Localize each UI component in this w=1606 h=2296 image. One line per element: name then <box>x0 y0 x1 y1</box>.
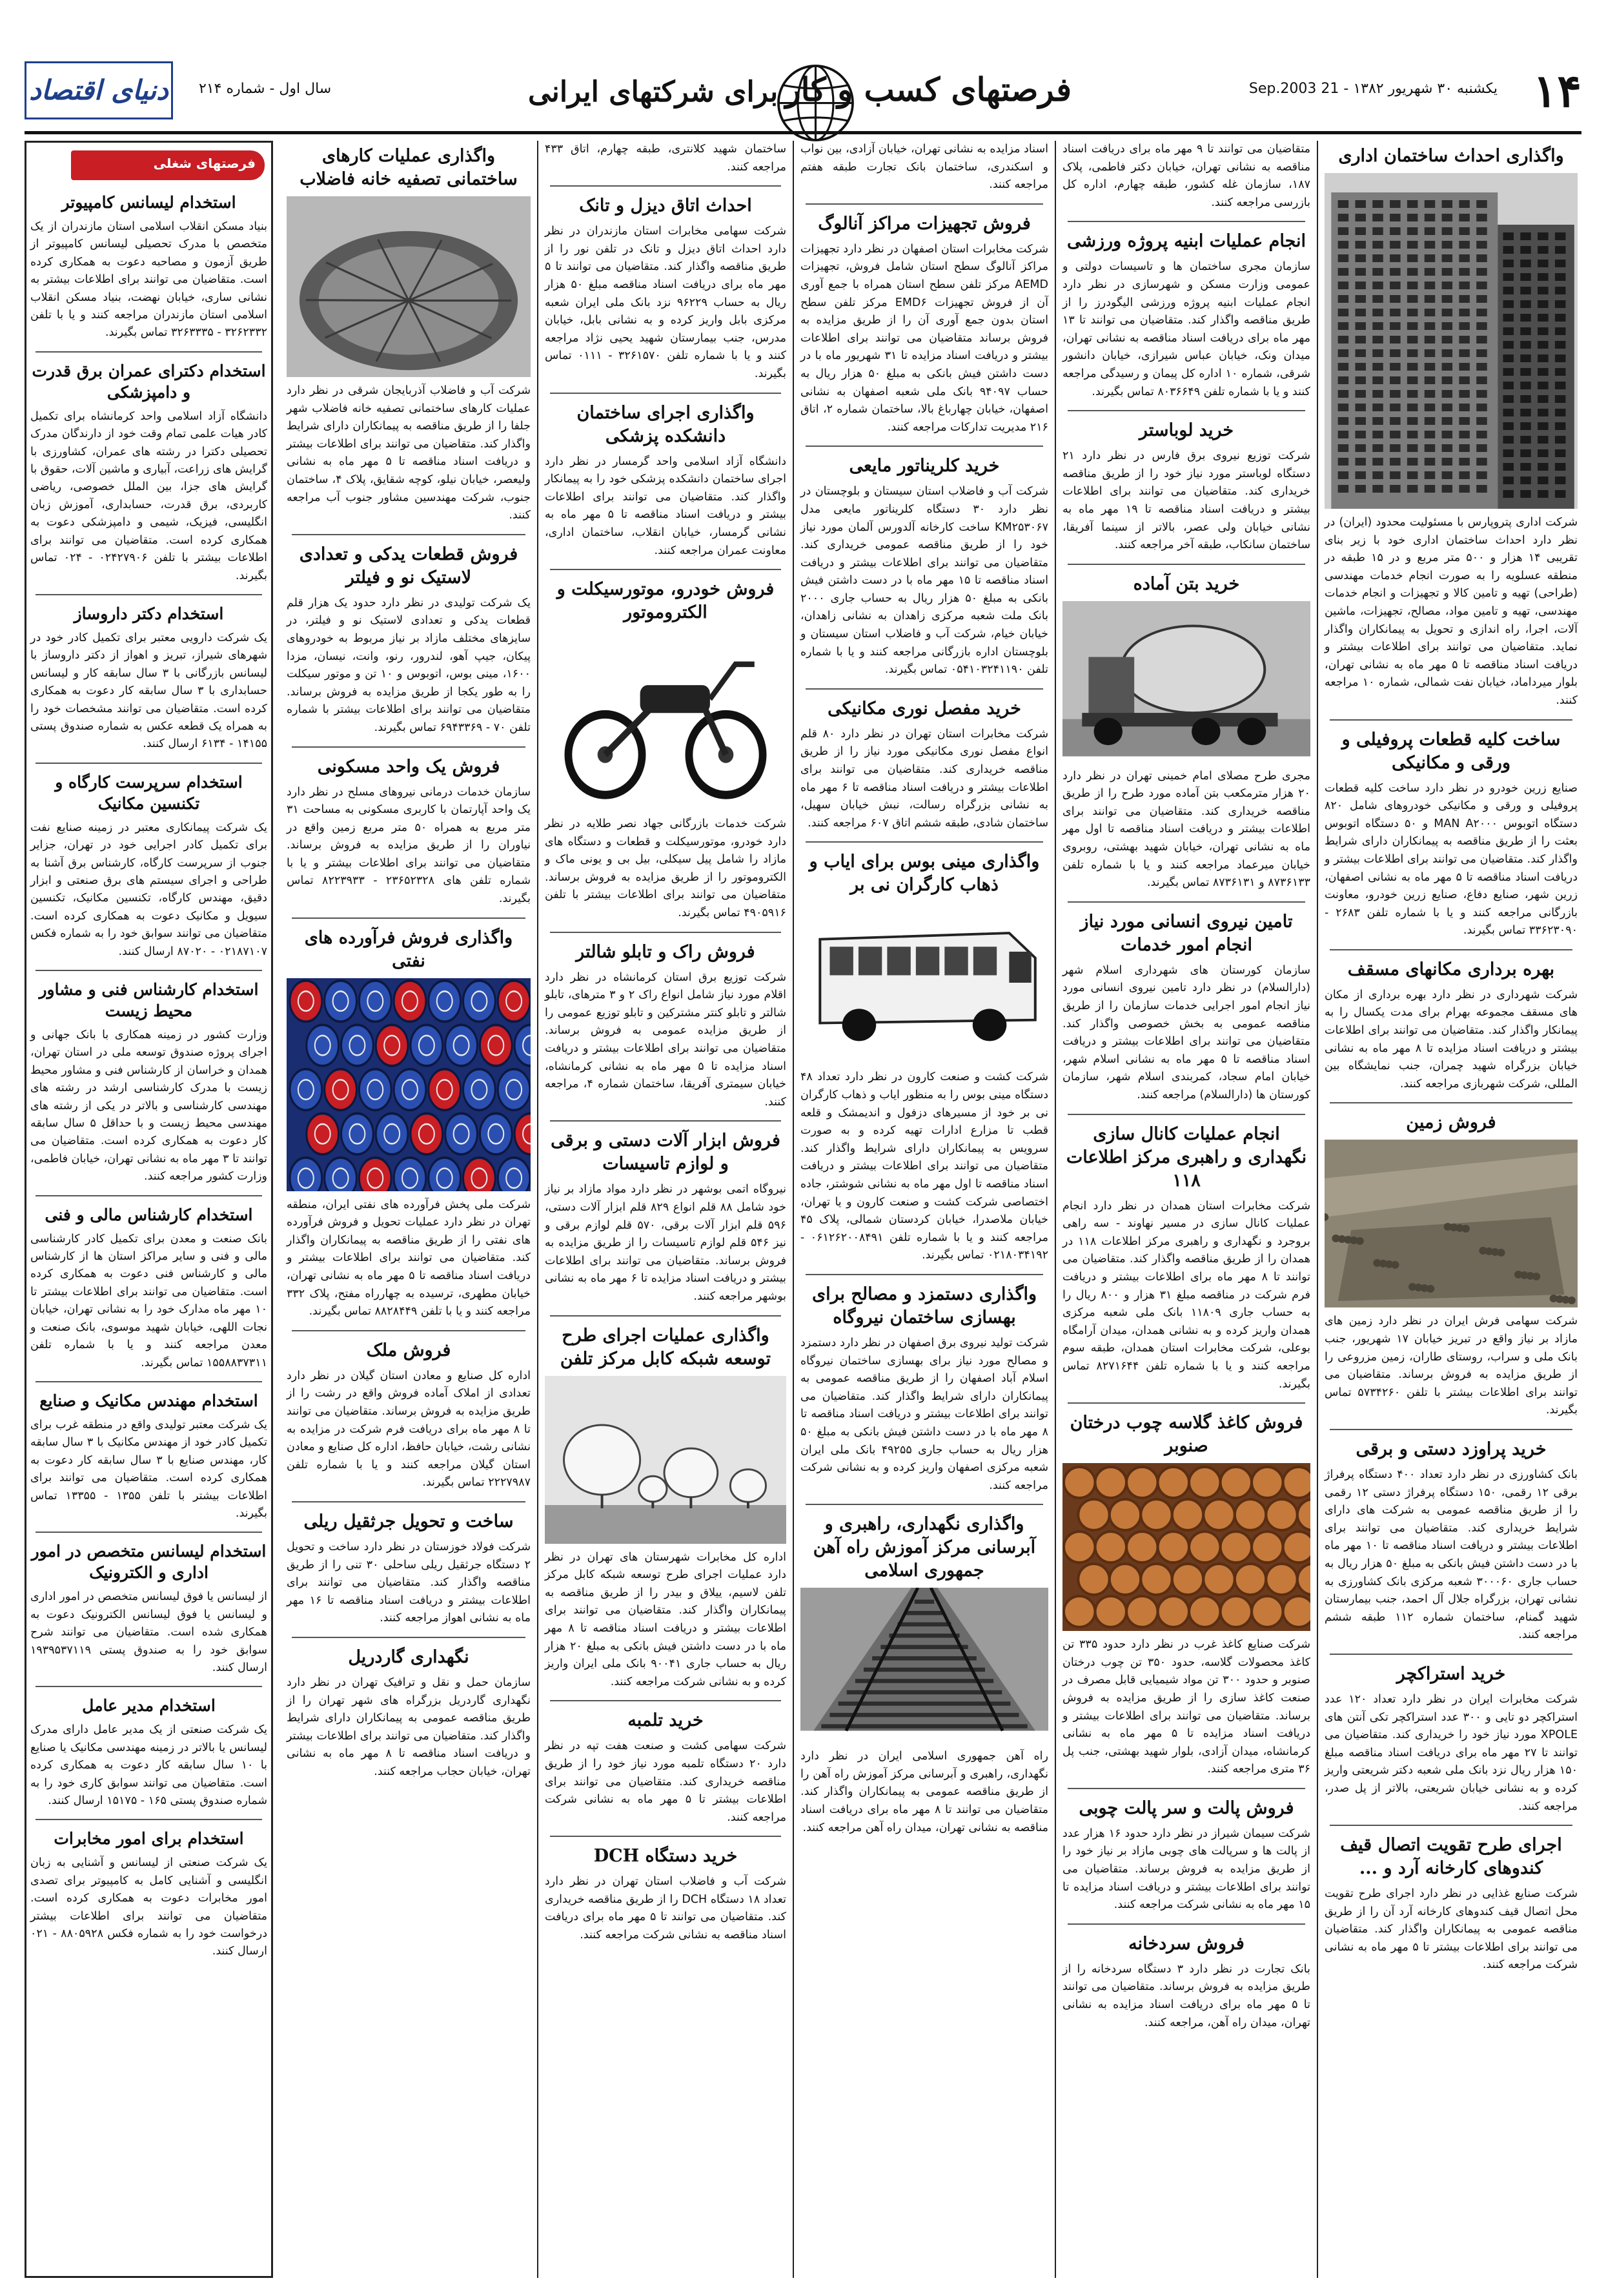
railway-photo <box>800 1588 1048 1743</box>
article <box>797 212 1052 437</box>
article-body: یک شرکت معتبر تولیدی واقع در منطقه غرب برای تکمیل کادر خود از مهندس مکانیک با ۳ سال سابقه کار، مهندس صنایع با ۳ سال سابقه کار دعوت به همکاری کرده است. متقاضیان می توانند برای اطلاعات بیشتر با تلفن ۱۳۵۵ - ۱۳۳۵۵ تماس بگیرند. <box>30 1418 267 1520</box>
article <box>26 1541 271 1677</box>
article-title: واگذاری دستمزد و مصالح برای بهسازی ساختمان نیروگاه <box>811 1284 1037 1327</box>
article-title: استخدام مهندس مکانیک و صنایع <box>39 1391 258 1410</box>
article-divider <box>292 1637 525 1638</box>
article-body: شرکت کشت و صنعت کارون در نظر دارد تعداد ۴۸ دستگاه مینی بوس را به منظور ایاب و ذهاب کارگران نی بر خود از مسیرهای دزفول و اندیمشک و قلعه قطب تا مزارع ادارات تهیه کرده و به صورت سرویس به پیمانکاران دارای شرایط واگذار کند. متقاضیان می توانند برای اطلاعات بیشتر و دریافت اسناد مناقصه تا اول مهر ماه به نشانی شوشتر، جاده اختصاصی شرکت کشت و صنعت کارون و یا تهران، خیابان ملاصدرا، خیابان کردستان شمالی، پلاک ۴۵ مراجعه کنند و یا با شماره تلفن ۰۶۱۲۶۲۰۰۸۴۹۱ - ۰۲۱۸۰۳۴۱۹۲ تماس بگیرند. <box>800 1071 1048 1262</box>
article-body: یک شرکت پیمانکاری معتبر در زمینه صنایع نفت برای تکمیل کادر اجرایی خود در تهران، جزایر جنوب از سرپرست کارگاه، کارشناس برق آشنا به طراحی و اجرای سیستم های برق صنعتی و ابزار دقیق، مهندس کارگاه، تکنسین مکانیک، تکنسین سیویل و مکانیک دعوت به همکاری کرده است. متقاضیان می توانند سوابق خود را به شماره فکس ۰۲۱۸۷۱۰۷ - ۸۷۰۲۰ ارسال کنند. <box>30 821 267 958</box>
article <box>797 1283 1052 1495</box>
article-divider <box>36 351 262 353</box>
article-divider <box>1330 1102 1572 1103</box>
article <box>1321 145 1581 710</box>
article-title: استخدام دکتر داروساز <box>74 604 224 623</box>
article-title: فروش زمین <box>1406 1112 1496 1133</box>
article-divider <box>806 841 1043 843</box>
article-divider <box>36 1532 262 1533</box>
article-body: ساختمان شهید کلانتری، طبقه چهارم، اتاق ۴۳۳ مراجعه کنند. <box>545 143 786 174</box>
page-header <box>25 61 1581 138</box>
article-divider <box>1068 564 1305 565</box>
oil-barrels-photo <box>287 978 531 1191</box>
article-body: وزارت کشور در زمینه همکاری با بانک جهانی و اجرای پروژه صندوق توسعه ملی در استان تهران، همدان و خراسان از کارشناس فنی و مشاور محیط زیست با مدرک کارشناسی ارشد در رشته های مهندسی کارشناسی و بالاتر در یکی از رشته های مهندسی محیط زیست و با حداقل ۵ سال سابقه کار دعوت به همکاری کرده است. متقاضیان می توانند تا ۳ مهر ماه به نشانی تهران، خیابان فاطمی، وزارت کشور مراجعه کنند. <box>30 1029 267 1184</box>
article-divider <box>292 746 525 748</box>
article <box>26 1390 271 1522</box>
article-title: فروش ابزار آلات دستی و برقی و لوازم تاسیسات <box>551 1131 780 1174</box>
article <box>541 941 790 1112</box>
office-building-photo <box>1325 173 1578 509</box>
article <box>1059 141 1314 212</box>
article-body: اسناد مزایده به نشانی تهران، خیابان آزادی، بین نواب و اسکندری، ساختمان بانک تجارت طبقه هفتم مراجعه کنند. <box>800 143 1048 192</box>
article-body: نیروگاه اتمی بوشهر در نظر دارد مواد مازاد بر نیاز خود شامل ۸۸ قلم انواع ۸۲۹ قلم ابزار آلات دستی، ۵۹۶ قلم ابزار آلات برقی، ۵۷۰ قلم لوازم برقی و نیز ۵۴۶ قلم لوازم تاسیسات را از طریق مزایده به فروش برساند. متقاضیان می توانند برای اطلاعات بیشتر و دریافت اسناد مزایده تا ۶ مهر ماه به نشانی بوشهر مراجعه کنند. <box>545 1183 786 1303</box>
article <box>283 145 534 525</box>
article-title: احداث اتاق دیزل و تانک <box>579 196 752 216</box>
article-title: واگذاری عملیات اجرای طرح توسعه شبکه کابل مرکز تلفن <box>560 1325 771 1369</box>
article-body: شرکت ملی پخش فرآورده های نفتی ایران، منطقه تهران در نظر دارد عملیات تحویل و فروش فرآورده های نفتی را از طریق مناقصه به پیمانکاران واگذار کند. متقاضیان می توانند برای اطلاعات بیشتر و دریافت اسناد مناقصه تا ۵ مهر ماه به نشانی تهران، خیابان مطهری، ترسیده به چهارراه مفتح، پلاک ۳۳۲ مراجعه کنند و یا با تلفن ۸۸۲۸۴۴۹ تماس بگیرند. <box>287 1198 531 1318</box>
article <box>283 1339 534 1492</box>
article-body: یک شرکت تولیدی در نظر دارد حدود یک هزار قلم قطعات یدکی و تعدادی لاستیک نو و فیلتر، در سایزهای مختلف مازاد بر نیاز مربوط به خودروهای پیکان، جیپ آهو، لندرور، رنو، وانت، نیسان، مزدا ۱۶۰۰، مینی بوس، اتوبوس و ۱۰ تن و موتور سیکلت را به طور یکجا از طریق مزایده به فروش برساند. متقاضیان می توانند برای اطلاعات بیشتر با شماره تلفن ۷۰ - ۶۹۴۳۳۶۹ تماس بگیرند. <box>287 596 531 734</box>
article <box>1059 230 1314 401</box>
article-title: خرید استراکچر <box>1396 1663 1506 1684</box>
article <box>283 755 534 908</box>
minibus-photo <box>800 902 1048 1063</box>
article-divider <box>36 1381 262 1382</box>
article-divider <box>36 594 262 595</box>
article <box>797 1513 1052 1837</box>
article <box>1059 910 1314 1105</box>
jobs-tag-label: فرصتهای شغلی <box>153 156 256 171</box>
article-divider <box>806 203 1043 205</box>
column-divider <box>537 141 538 2278</box>
article-divider <box>36 763 262 764</box>
article-body: یک شرکت دارویی معتبر برای تکمیل کادر خود در شهرهای شیراز، تبریز و اهواز از دکتر داروساز با لیسانس بازرگانی با ۳ سال سابقه کار و لیسانس حسابداری با ۳ سال سابقه کار دعوت به همکاری کرده است. متقاضیان می توانند مشخصات خود را به همراه یک قطعه عکس به شماره صندوق پستی ۱۴۱۵۵ - ۶۱۳۴ ارسال کنند. <box>30 631 267 751</box>
article-divider <box>806 1274 1043 1275</box>
article-body: شرکت سهامی فرش ایران در نظر دارد زمین های مازاد بر نیاز واقع در تبریز خیابان ۱۷ شهریور، جنب بانک ملی و سراب، روستای طاران، زمین مزروعی را از طریق مزایده به فروش برساند. متقاضیان می توانند برای اطلاعات بیشتر با تلفن ۵۷۳۴۲۶۰ تماس بگیرند. <box>1325 1315 1578 1417</box>
date-line: یکشنبه ۳۰ شهریور ۱۳۸۲ - 21 Sep.2003 <box>1248 81 1498 97</box>
issue-line: سال اول - شماره ۲۱۴ <box>199 81 332 97</box>
article-divider <box>36 970 262 971</box>
column-divider <box>793 141 794 2278</box>
article-title: فروش سردخانه <box>1128 1933 1245 1954</box>
article-body: از لیسانس یا فوق لیسانس متخصص در امور اداری و لیسانس یا فوق لیسانس الکترونیک دعوت به همکاری شده است. متقاضیان می توانند شرح سوابق خود را به صندوق پستی ۱۹۳۹۵۳۷۱۱۹ ارسال کنند. <box>30 1590 267 1674</box>
newspaper-logo: دنیای اقتصاد <box>25 61 173 119</box>
article-title: استخدام مدیر عامل <box>82 1696 216 1716</box>
land-aerial-photo <box>1325 1140 1578 1307</box>
article-title: نگهداری گاردریل <box>348 1646 469 1667</box>
article-body: مجری طرح مصلای امام خمینی تهران در نظر دارد ۲۰ هزار مترمکعب بتن آماده مورد طرح را از طریق مناقصه خریداری کند. متقاضیان می توانند برای اطلاعات بیشتر و دریافت اسناد مناقصه تا اول مهر ماه به نشانی تهران، خیابان شهید بهشتی، روبروی خیابان میرعماد مراجعه کنند و یا با شماره تلفن ۸۷۳۶۱۳۳ و ۸۷۳۶۱۳۱ تماس بگیرند. <box>1062 769 1310 890</box>
column-3 <box>797 141 1052 2278</box>
article <box>1321 1111 1581 1420</box>
article-title: خرید بتن آماده <box>1133 573 1240 594</box>
article-title: استخدام کارشناس مالی و فنی <box>45 1205 253 1224</box>
article-title: خرید مفصل نوری مکانیکی <box>828 698 1021 719</box>
article-title: استخدام دکترای عمران برق قدرت و دامپزشکی <box>32 361 266 402</box>
article-divider <box>550 569 781 570</box>
article-body: یک شرکت صنعتی از یک مدیر عامل دارای مدرک لیسانس یا بالاتر در زمینه مهندسی مکانیک یا صنایع با ۱۰ سال سابقه کار دعوت به همکاری کرده است. متقاضیان می توانند سوابق کاری خود را به شماره صندوق پستی ۱۶۵ - ۱۵۱۷۵ ارسال کنند. <box>30 1723 267 1807</box>
header-rule <box>25 131 1581 134</box>
article-divider <box>1068 901 1305 903</box>
article-divider <box>1330 1825 1572 1826</box>
article-body: اداره کل مخابرات شهرستان های تهران در نظر دارد عملیات اجرای طرح توسعه شبکه کابل مرکز تلفن لاسیم، ییلاق و بیدر را از طریق مناقصه به پیمانکاران واگذار کند. متقاضیان می توانند برای اطلاعات بیشتر و دریافت اسناد مناقصه تا ۸ مهر ماه با در دست داشتن فیش بانکی به مبلغ ۲۰ هزار ریال به حساب جاری ۹۰۰۴۱ بانک ملی ایران واریز کرده و به نشانی شرکت مراجعه کنند. <box>545 1550 786 1688</box>
article-divider <box>550 1700 781 1701</box>
article-title: خرید لوباستر <box>1139 420 1234 441</box>
column-5 <box>283 141 534 2278</box>
article-body: دانشگاه آزاد اسلامی واحد کرمانشاه برای تکمیل کادر هیات علمی تمام وقت خود از دارندگان مدرک تحصیلی دکترا در رشته های عمران، کشاورزی با گرایش های زراعت، آبیاری و ماشین آلات، حقوق با گرایش های جزا، بین الملل خصوصی، ریاضی کاربردی، برق قدرت، حسابداری، آموزش زبان انگلیسی، فیزیک، شیمی و دامپزشکی دعوت به همکاری کرده است. متقاضیان می توانند برای اطلاعات بیشتر با تلفن ۰۲۴۲۷۹۰۶ - ۰۲۴ تماس بگیرند. <box>30 409 267 582</box>
article-body: اداره کل صنایع و معادن استان گیلان در نظر دارد تعدادی از املاک آماده فروش واقع در رشت را از طریق مزایده به فروش برساند. متقاضیان می توانند تا ۸ مهر ماه برای دریافت فرم شرکت در مزایده به نشانی رشت، خیابان حافظ، اداره کل صنایع و معادن استان گیلان مراجعه کنند و یا با شماره تلفن ۲۲۲۷۹۸۷ تماس بگیرند. <box>287 1369 531 1490</box>
article-title: استخدام کارشناس فنی و مشاور محیط زیست <box>39 980 259 1020</box>
article-body: شرکت سهامی مخابرات استان مازندران در نظر دارد احداث اتاق دیزل و تانک در تلفن نور را از طریق مناقصه واگذار کند. متقاضیان می توانند تا ۵ مهر ماه برای دریافت اسناد مناقصه مبلغ ۵۰ هزار ریال به حساب ۹۶۲۲۹ نزد بانک ملی ایران شعبه مرکزی بابل واریز کرده و به نشانی بابل، خیابان مدرس، جنب بیمارستان شهید یحیی نژاد مراجعه کنند و یا با شماره تلفن ۳۲۶۱۵۷۰ - ۰۱۱۱ تماس بگیرند. <box>545 225 786 380</box>
jobs-section-tag <box>33 148 265 188</box>
wastewater-plant-photo <box>287 196 531 377</box>
article-divider <box>550 1836 781 1837</box>
article-title: خرید تلمبه <box>627 1710 704 1731</box>
article-divider <box>36 1686 262 1687</box>
article <box>26 603 271 753</box>
column-6 <box>26 192 271 1961</box>
article-divider <box>36 1195 262 1196</box>
article-body: یک شرکت صنعتی از لیسانس و آشنایی به زبان انگلیسی و آشنایی کامل به کامپیوتر برای تصدی امور مخابرات دعوت به همکاری کرده است. متقاضیان می توانند برای اطلاعات بیشتر درخواست خود را به شماره فکس ۸۸۰۵۹۲۸ - ۰۲۱ ارسال کنند. <box>30 1856 267 1958</box>
article-body: شرکت توزیع نیروی برق فارس در نظر دارد ۲۱ دستگاه لوباستر مورد نیاز خود را از طریق مناقصه خریداری کند. متقاضیان می توانند برای اطلاعات بیشتر و دریافت اسناد مناقصه تا ۱۹ مهر ماه به نشانی خیابان ولی عصر، بالاتر از سینما آفریقا، ساختمان سانکاب، طبقه آخر مراجعه کنند. <box>1062 449 1310 552</box>
motorcycle-photo <box>545 630 786 810</box>
article-body: شرکت اداری پتروپارس با مسئولیت محدود (ایران) در نظر دارد احداث ساختمان اداری خود با زیر بنای تقریبی ۱۴ هزار و ۵۰۰ متر مربع و در ۱۵ طبقه در منطقه عسلویه را به صورت انجام خدمات مهندسی (طراحی) تهیه و تامین کالا و تجهیزات و انجام خدمات مهندسی، تهیه و تامین مواد، مصالح، تجهیزات، ماشین آلات، اجرا، راه اندازی و تحویل به پیمانکاران واگذار نماید. متقاضیان می توانند برای اطلاعات بیشتر و دریافت اسناد مناقصه تا ۵ مهر ماه به نشانی تهران، بلوار میرداماد، خیابان نفت شمالی، شماره ۱۰ مراجعه کنند. <box>1325 516 1578 707</box>
article <box>26 1204 271 1372</box>
article-title: اجرای طرح تقویت اتصال قیف کندوهای کارخانه آرد و ... <box>1340 1835 1562 1879</box>
article <box>797 697 1052 833</box>
article <box>541 402 790 560</box>
article-divider <box>292 1330 525 1331</box>
article <box>1321 1834 1581 1974</box>
article <box>1059 1411 1314 1779</box>
article-divider <box>806 446 1043 447</box>
article-divider <box>550 185 781 187</box>
column-divider <box>1317 141 1318 2278</box>
article-title: فروش خودرو، موتورسیکلت و الکتروموتور <box>556 579 775 623</box>
article <box>541 578 790 923</box>
article-title: فروش تجهیزات مراکز آنالوگ <box>818 213 1031 234</box>
column-2 <box>1059 141 1314 2278</box>
jobs-sidebar <box>25 141 273 2278</box>
column-divider <box>1055 141 1056 2278</box>
article-divider <box>1330 1654 1572 1655</box>
article <box>283 543 534 737</box>
article-body: شرکت فولاد خوزستان در نظر دارد ساخت و تحویل ۲ دستگاه جرثقیل ریلی ساحلی ۳۰ تنی را از طریق مناقصه واگذار کند. متقاضیان می توانند برای اطلاعات بیشتر و دریافت اسناد مناقصه تا ۱۶ مهر ماه به نشانی اهواز مراجعه کنند. <box>287 1540 531 1625</box>
article-body: سازمان خدمات درمانی نیروهای مسلح در نظر دارد یک واحد آپارتمان با کاربری مسکونی به مساحت ۳۱ متر مربع به همراه ۵۰ متر مربع زمین واقع در نیاوران را از طریق مزایده به فروش برساند. متقاضیان می توانند برای اطلاعات بیشتر و یا با شماره تلفن های ۲۳۶۵۲۳۲۸ - ۸۲۲۳۹۳۳ تماس بگیرند. <box>287 785 531 906</box>
article-title: استخدام لیسانس کامپیوتر <box>61 193 236 212</box>
article-body: شرکت آب و فاضلاب آذربایجان شرقی در نظر دارد عملیات کارهای ساختمانی تصفیه خانه فاضلاب شهر جلفا را از طریق مناقصه به پیمانکاران دارای شرایط واگذار کند. متقاضیان می توانند برای اطلاعات بیشتر و دریافت اسناد مناقصه تا ۵ مهر ماه به نشانی ولیعصر، خیابان نیلو، کوچه شقایق، پلاک ۴، ساختمان جنوب، شرکت مهندسین مشاور جنوب آب مراجعه کنند. <box>287 384 531 522</box>
article <box>26 360 271 585</box>
article-body: شرکت توزیع برق استان کرمانشاه در نظر دارد اقلام مورد نیاز شامل انواع راک ۲ و ۳ مترهای، تابلو شالتر و تابلو کنتر مشترکین و تابلو توزیع عمومی را از طریق مزایده عمومی به فروش برساند. متقاضیان می توانند برای اطلاعات بیشتر و دریافت اسناد مزایده تا ۵ مهر ماه به نشانی کرمانشاه، خیابان سیمتری آفریقا، ساختمان شماره ۴، مراجعه کنند. <box>545 970 786 1109</box>
article-body: شرکت صنایع غذایی در نظر دارد اجرای طرح تقویت محل اتصال قیف کندوهای کارخانه آرد آن را از طریق مناقصه عمومی به پیمانکاران واگذار کند. متقاضیان می توانند برای اطلاعات بیشتر تا ۵ مهر ماه به نشانی شرکت مراجعه کنند. <box>1325 1887 1578 1972</box>
article <box>283 927 534 1321</box>
article-title: واگذاری اجرای ساختمان دانشکده پزشکی <box>576 402 755 446</box>
column-4 <box>541 141 790 2278</box>
article-title: واگذاری فروش فرآورده های نفتی <box>304 927 513 971</box>
article <box>26 192 271 342</box>
article-body: صنایع زرین خودرو در نظر دارد ساخت کلیه قطعات پروفیلی و ورقی و مکانیکی خودروهای شامل ۸۲۰ دستگاه اتوبوس MAN A۲۰۰۰ و ۵۰ دستگاه اتوبوس بعثت را از طریق مناقصه به پیمانکاران دارای شرایط واگذار کند. متقاضیان می توانند برای اطلاعات بیشتر و دریافت اسناد مناقصه تا ۵ مهر ماه به نشانی اصفهان، زرین شهر، صنایع دفاع، صنایع زرین خودرو، معاونت بازرگانی مراجعه کنند و یا با شماره تلفن ۲۶۸۳ - ۳۳۶۲۳۰۹۰ تماس بگیرند. <box>1325 781 1578 938</box>
article-body: شرکت مخابرات استان اصفهان در نظر دارد تجهیزات مراکز آنالوگ سطح استان شامل فروش، تجهیزات AEMD مرکز تلفن سطح استان همراه با جمع آوری آن از فروش تجهیزات EMD۶ مرکز تلفن سطح استان بدون جمع آوری آن را از طریق مزایده به فروش برساند متقاضیان می توانند برای اطلاعات بیشتر و دریافت اسناد مزایده تا ۳۱ شهریور ماه با در دست داشتن فیش بانکی به مبلغ ۵۰ هزار ریال به حساب ۹۴۰۹۷ بانک ملی شعبه اصفهان به نشانی اصفهان، خیابان چهارباغ بالا، ساختمان شماره ۲، اتاق ۲۱۶ مدیریت تدارکات مراجعه کنند. <box>800 242 1048 434</box>
article-divider <box>550 1315 781 1317</box>
article-body: بانک کشاورزی در نظر دارد تعداد ۴۰۰ دستگاه پرفراژ برقی ۱۲ رقمی، ۱۵۰ دستگاه پرفراژ دستی ۱۲ رقمی را از طریق مناقصه عمومی به شرکت های دارای شرایط خریداری کند. متقاضیان می توانند برای اطلاعات بیشتر و دریافت اسناد مناقصه تا ۱۰ مهر ماه با در دست داشتن فیش بانکی به مبلغ ۵۰ هزار ریال به حساب جاری ۳۰۰۰۶۰ شعبه مرکزی بانک کشاورزی به نشانی تهران، بزرگراه جلال آل احمد، جنب بیمارستان شهید گمنام، ساختمان شماره ۱۱۲ طبقه ششم مراجعه کنند. <box>1325 1468 1578 1642</box>
article-divider <box>550 1120 781 1122</box>
article <box>283 1646 534 1781</box>
article-divider <box>292 1501 525 1502</box>
article-title: تامین نیروی انسانی مورد نیاز انجام امور خدمات <box>1080 911 1293 955</box>
article <box>541 1324 790 1692</box>
article-body: شرکت صنایع کاغذ غرب در نظر دارد حدود ۳۳۵ تن کاغذ محصولات گلاسه، حدود ۳۵۰ تن چوب درختان صنوبر و حدود ۳۰۰ تن مواد شیمیایی قابل مصرف در صنعت کاغذ سازی را از طریق مزایده به فروش برساند. متقاضیان می توانند برای اطلاعات بیشتر و دریافت اسناد مزایده تا ۵ مهر ماه به نشانی کرمانشاه، میدان آزادی، بلوار شهید بهشتی، جنب پل ۳۶ متری مراجعه کنند. <box>1062 1638 1310 1776</box>
article <box>1321 1663 1581 1816</box>
article-body: شرکت شهرداری در نظر دارد بهره برداری از مکان های مسقف مجموعه بهرام برای مدت یکسال را به پیمانکار واگذار کند. متقاضیان می توانند برای اطلاعات بیشتر و دریافت اسناد مزایده تا ۸ مهر ماه به نشانی خیابان بزرگراه شهید چمران، جنب نمایشگاه بین المللی، شرکت شهربازی مراجعه کنند. <box>1325 988 1578 1091</box>
article-divider <box>1068 1114 1305 1115</box>
article-divider <box>550 393 781 394</box>
article-title: واگذاری مینی بوس برای ایاب و ذهاب کارگران نی بر <box>809 852 1040 896</box>
article-body: شرکت مخابرات استان همدان در نظر دارد انجام عملیات کانال سازی در مسیر نهاوند - سه راهی بروجرد و نگهداری و راهبری مرکز اطلاعات ۱۱۸ در همدان را از طریق مناقصه واگذار کند. متقاضیان می توانند تا ۸ مهر ماه برای اطلاعات بیشتر و دریافت فرم شرکت در مناقصه مبلغ ۳۱ هزار و ۸۰۰ ریال را به حساب جاری ۱۱۸۰۹ بانک ملی شعبه مرکزی همدان واریز کرده و به نشانی همدان، میدان آرامگاه بوعلی، شرکت مخابرات استان همدان، طبقه سوم مراجعه کنند و یا با شماره تلفن ۸۲۷۱۶۴۴ تماس بگیرند. <box>1062 1199 1310 1391</box>
article-title: خرید دستگاه DCH <box>593 1846 738 1867</box>
article <box>1059 573 1314 892</box>
satellite-dish-photo <box>545 1376 786 1544</box>
article-body: شرکت خدمات بازرگانی جهاد نصر طلایه در نظر دارد خودرو، موتورسیکلت و قطعات و دستگاه های مازاد را شامل پیل سیکلی، بیل بی و یونی ماک و الکتروموتور را از طریق مزایده به فروش برساند. متقاضیان می توانند برای اطلاعات بیشتر با تلفن ۴۹۰۵۹۱۶ تماس بگیرند. <box>545 817 786 920</box>
article-title: واگذاری نگهداری، راهبری و آبرسانی مرکز آموزش راه آهن جمهوری اسلامی <box>813 1514 1036 1581</box>
article-title: فروش قطعات یدکی و تعدادی لاستیک نو و فیلتر <box>299 544 518 588</box>
article-body: بنیاد مسکن انقلاب اسلامی استان مازندران از یک متخصص با مدرک تحصیلی لیسانس کامپیوتر از طریق آزمون و مصاحبه دعوت به همکاری کرده است. متقاضیان می توانند برای اطلاعات بیشتر به نشانی ساری، خیابان نهضت، بنیاد مسکن انقلاب اسلامی استان مازندران مراجعه کنند و یا با تلفن ۳۲۶۲۳۳۲ - ۳۲۶۳۳۳۵ تماس بگیرند. <box>30 220 267 340</box>
article-title: فروش راک و تابلو شالتر <box>576 941 755 962</box>
article <box>541 194 790 383</box>
article-title: خرید پراوزد دستی و برقی <box>1356 1439 1547 1459</box>
article <box>797 455 1052 679</box>
article-body: سازمان مجری ساختمان ها و تاسیسات دولتی و عمومی وزارت مسکن و شهرسازی در نظر دارد انجام عملیات ابنیه پروژه ورزشی الیگودرز را از طریق مناقصه واگذار کند. متقاضیان می توانند تا ۱۳ مهر ماه برای دریافت اسناد مناقصه به نشانی تهران، میدان ونک، خیابان عباس شیرازی، خیابان دانشور شرقی، شماره ۱۰ اداره کل پیمان و رسیدگی مراجعه کنند و یا با شماره تلفن ۸۰۳۶۶۴۹ تماس بگیرند. <box>1062 260 1310 398</box>
article-divider <box>1068 221 1305 222</box>
section-subtitle: برای شرکتهای ایرانی <box>528 76 778 108</box>
article-divider <box>806 688 1043 690</box>
article-body: سازمان کورستان های شهرداری اسلام شهر (دارالسلام) در نظر دارد تامین نیروی انسانی مورد نیاز انجام امور اجرایی خدمات سازمان را از طریق مناقصه عمومی به بخش خصوصی واگذار کند. متقاضیان می توانند برای اطلاعات بیشتر و دریافت اسناد مناقصه تا ۵ مهر ماه به نشانی اسلام شهر، خیابان امام سجاد، کمربندی اسلام شهر، سازمان کورستان ها (دارالسلام) مراجعه کنند. <box>1062 963 1310 1102</box>
article <box>1059 1797 1314 1914</box>
article <box>1321 728 1581 940</box>
article <box>541 141 790 176</box>
article-body: متقاضیان می توانند تا ۹ مهر ماه برای دریافت اسناد مناقصه به نشانی تهران، خیابان دکتر فاطمی، پلاک ۱۸۷، سازمان غله کشور، طبقه چهارم، اداره کل بازرسی مراجعه کنند. <box>1062 143 1310 209</box>
article-body: شرکت تولید نیروی برق اصفهان در نظر دارد دستمزد و مصالح مورد نیاز برای بهسازی ساختمان نیروگاه اسلام آباد اصفهان را از طریق مناقصه عمومی به پیمانکاران دارای شرایط واگذار کند. متقاضیان می توانند برای اطلاعات بیشتر و دریافت اسناد مناقصه تا ۸ مهر ماه با در دست داشتن فیش بانکی به مبلغ ۵۰ هزار ریال به حساب جاری ۴۹۲۵۵ بانک ملی ایران شعبه مرکزی اصفهان واریز کرده و به نشانی شرکت مراجعه کنند. <box>800 1336 1049 1492</box>
article-divider <box>1330 719 1572 721</box>
article <box>797 141 1052 194</box>
article-body: شرکت آب و فاضلاب استان تهران در نظر دارد تعداد ۱۸ دستگاه DCH را از طریق مناقصه خریداری کند. متقاضیان می توانند تا ۵ مهر ماه برای دریافت اسناد مناقصه به نشانی شرکت مراجعه کنند. <box>545 1875 786 1942</box>
article <box>1059 1123 1314 1394</box>
page-number: ۱۴ <box>1532 64 1581 118</box>
article-body: راه آهن جمهوری اسلامی ایران در نظر دارد نگهداری، راهبری و آبرسانی مرکز آموزش راه آهن را از طریق مناقصه عمومی به پیمانکاران واگذار کند. متقاضیان می توانند تا ۸ مهر ماه برای دریافت اسناد مناقصه به نشانی تهران، میدان راه آهن مراجعه کنند. <box>800 1750 1048 1834</box>
article-divider <box>806 1504 1043 1505</box>
article <box>797 850 1052 1265</box>
article <box>1059 1932 1314 2032</box>
article-body: بانک صنعت و معدن برای تکمیل کادر کارشناسی مالی و فنی و سایر مراکز استان ها از کارشناس مالی و کارشناس فنی دعوت به همکاری کرده است. متقاضیان می توانند برای اطلاعات بیشتر تا ۱۰ مهر ماه مدارک خود را به نشانی تهران، خیابان نجات اللهی، خیابان شهید موسوی، بانک صنعت و معدن مراجعه کنند و یا با شماره تلفن ۱۵۵۸۸۳۷۳۱۱ تماس بگیرند. <box>30 1232 267 1369</box>
article-body: شرکت آب و فاضلاب استان سیستان و بلوچستان در نظر دارد ۳۰ دستگاه کلریناتور مایعی مدل KM۲۵۳۰۶۷ ساخت کارخانه آلدورس آلمان مورد نیاز خود را از طریق مناقصه عمومی خریداری کند. متقاضیان می توانند برای اطلاعات بیشتر و دریافت اسناد مناقصه تا ۱۵ مهر ماه با در دست داشتن فیش بانکی به مبلغ ۵۰ هزار ریال به حساب جاری ۲۰۰۰ بانک ملت شعبه مرکزی زاهدان به نشانی زاهدان، خیابان خیام، شرکت آب و فاضلاب استان سیستان و بلوچستان اداره بازرگانی مراجعه کنند و یا با شماره تلفن ۰۵۴۱۰۳۲۴۱۱۹۰ تماس بگیرند. <box>800 485 1049 677</box>
article-body: شرکت سیمان شیراز در نظر دارد حدود ۱۶ هزار عدد از پالت ها و سرپالت های چوبی مازاد بر نیاز خود را از طریق مزایده به فروش برساند. متقاضیان می توانند برای اطلاعات بیشتر و دریافت اسناد مزایده تا ۱۵ مهر ماه به نشانی شرکت مراجعه کنند. <box>1062 1827 1310 1912</box>
concrete-mixer-photo <box>1062 601 1310 763</box>
article-title: خرید کلریناتور مایعی <box>849 456 1000 477</box>
article <box>541 1845 790 1944</box>
article-divider <box>292 534 525 535</box>
article-divider <box>292 917 525 919</box>
article <box>283 1510 534 1628</box>
article <box>1321 1438 1581 1645</box>
article-body: بانک تجارت در نظر دارد ۳ دستگاه سردخانه را از طریق مزایده به فروش برساند. متقاضیان می توانند تا ۵ مهر ماه برای دریافت اسناد مزایده به نشانی تهران، میدان راه آهن، مراجعه کنند. <box>1062 1962 1311 2029</box>
article-body: سازمان حمل و نقل و ترافیک تهران در نظر دارد نگهداری گاردریل بزرگراه های شهر تهران را از طریق مناقصه عمومی به پیمانکاران دارای شرایط واگذار کند. متقاضیان می توانند برای اطلاعات بیشتر و دریافت اسناد مناقصه تا ۸ مهر ماه به نشانی تهران، خیابان حجاب مراجعه کنند. <box>287 1676 531 1778</box>
article-body: شرکت سهامی کشت و صنعت هفت تپه در نظر دارد ۲۰ دستگاه تلمبه مورد نیاز خود را از طریق مناقصه خریداری کند. متقاضیان می توانند برای اطلاعات بیشتر تا ۵ مهر ماه به نشانی شرکت مراجعه کنند. <box>545 1739 786 1824</box>
article-divider <box>1068 1923 1305 1925</box>
article-title: استخدام سرپرست کارگاه و تکنسین مکانیک <box>55 772 243 813</box>
article-title: بهره برداری مکانهای مسقف <box>1347 959 1555 979</box>
article-divider <box>1068 410 1305 411</box>
article-body: شرکت مخابرات ایران در نظر دارد تعداد ۱۲۰ عدد استراکچر دو تایی و ۳۰۰ عدد استراکچر تکی آنتن های XPOLE مورد نیاز خود را خریداری کند. متقاضیان می توانند تا ۲۷ مهر ماه برای دریافت اسناد مناقصه مبلغ ۱۵۰ هزار ریال نزد بانک ملی شعبه دکتر شریعتی واریز کرده و به نشانی خیابان شریعتی، بالاتر از پل صدر، مراجعه کنند. <box>1325 1692 1578 1813</box>
article-body: شرکت مخابرات استان تهران در نظر دارد ۸۰ قلم انواع مفصل نوری مکانیکی مورد نیاز را از طریق مناقصه خریداری کند. متقاضیان می توانند برای اطلاعات بیشتر و دریافت اسناد مناقصه تا ۶ مهر ماه به نشانی بزرگراه رسالت، نبش خیابان سهیل، ساختمان شادی، طبقه ششم اتاق ۶۰۷ مراجعه کنند. <box>800 727 1048 830</box>
article-title: فروش کاغذ گلاسه چوب درختان صنوبر <box>1070 1413 1303 1457</box>
article-body: دانشگاه آزاد اسلامی واحد گرمسار در نظر دارد اجرای ساختمان دانشکده پزشکی خود را به پیمانکار واگذار کند. متقاضیان می توانند برای اطلاعات بیشتر و دریافت اسناد مناقصه تا ۵ مهر ماه به نشانی گرمسار، خیابان انقلاب، ساختمان اداری، معاونت عمران مراجعه کنند. <box>545 455 786 557</box>
article-title: انجام عملیات کانال سازی نگهداری و راهبری مرکز اطلاعات ۱۱۸ <box>1066 1123 1307 1191</box>
article-title: فروش پالت و سر پالت چوبی <box>1079 1798 1294 1818</box>
article <box>541 1129 790 1306</box>
article <box>541 1709 790 1827</box>
article <box>26 979 271 1186</box>
article <box>1059 419 1314 555</box>
article-divider <box>550 932 781 933</box>
article-title: ساخت و تحویل جرثقیل ریلی <box>303 1511 514 1532</box>
article-divider <box>1330 949 1572 950</box>
article-divider <box>1068 1402 1305 1404</box>
article-title: استخدام برای امور مخابرات <box>54 1829 244 1849</box>
article-title: استخدام لیسانس متخصص در امور اداری و الکترونیک <box>31 1542 267 1583</box>
article <box>26 1828 271 1960</box>
article-divider <box>36 1819 262 1820</box>
article-title: واگذاری عملیات کارهای ساختمانی تصفیه خانه فاضلاب <box>300 146 518 189</box>
article-title: واگذاری احداث ساختمان اداری <box>1338 146 1564 166</box>
article-title: انجام عملیات ابنیه پروژه ورزشی <box>1066 231 1306 252</box>
article-title: ساخت کلیه قطعات پروفیلی و ورقی و مکانیکی <box>1341 729 1561 773</box>
article <box>1321 958 1581 1094</box>
article <box>26 1695 271 1810</box>
article-divider <box>1330 1429 1572 1430</box>
section-title: فرصتهای کسب و کار <box>785 70 1072 108</box>
column-1 <box>1321 141 1581 2278</box>
article-title: فروش ملک <box>366 1340 451 1360</box>
article <box>26 772 271 961</box>
timber-logs-photo <box>1062 1463 1310 1631</box>
article-title: فروش یک واحد مسکونی <box>317 756 500 777</box>
article-divider <box>1068 1788 1305 1789</box>
